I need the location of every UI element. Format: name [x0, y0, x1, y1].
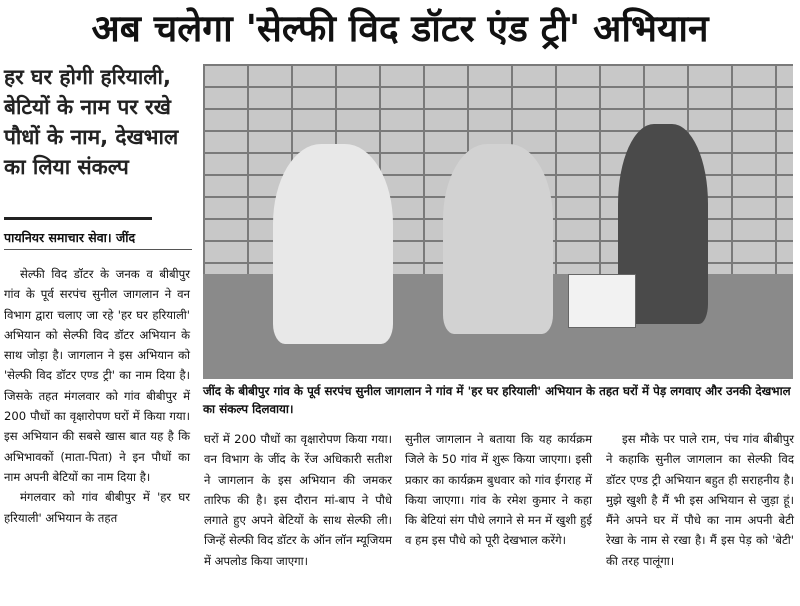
column-3-paragraph-1: सुनील जागलान ने बताया कि यह कार्यक्रम जिले के 50 गांव में शुरू किया जाएगा। इसी प्रकार का कार्यक्रम बुधवार को गांव ईगराह में किया जाएगा। गांव के रमेश कुमार ने कहा कि बेटियां संग पौधे लगाने से मन में खुशी हुई व हम इस पौधे को पूरी देखभाल करेंगे।: [405, 432, 592, 548]
dateline-rule: [4, 249, 192, 250]
subhead-rule: [4, 217, 152, 220]
news-photo: [203, 64, 793, 379]
dateline: पायनियर समाचार सेवा। जींद: [4, 230, 136, 245]
column-1-paragraph-2: मंगलवार को गांव बीबीपुर में 'हर घर हरियाली' अभियान के तहत: [4, 490, 190, 525]
subheadline: हर घर होगी हरियाली, बेटियों के नाम पर रखे पौधों के नाम, देखभाल का लिया संकल्प: [4, 65, 179, 179]
plant-name-signboard: [568, 274, 636, 328]
article-column-4: [606, 429, 794, 571]
column-2-paragraph-1: घरों में 200 पौधों का वृक्षारोपण किया गया। वन विभाग के जींद के रेंज अधिकारी सतीश ने जागलान के इस अभियान की जमकर तारिफ की है। इस दौरान मां-बाप ने पौधे लगाते हुए अपने बेटियों के साथ सेल्फी ली। जिन्हें सेल्फी विद डॉटर के ऑन लॉन म्यूजियम में अपलोड किया जाएगा।: [204, 432, 392, 568]
article-column-3: [405, 429, 592, 551]
man-striped-shirt-figure: [443, 144, 553, 334]
article-column-2: [204, 429, 392, 571]
article-column-1: [4, 264, 190, 528]
column-1-paragraph-1: सेल्फी विद डॉटर के जनक व बीबीपुर गांव के पूर्व सरपंच सुनील जागलान ने वन विभाग द्वारा चलाए जा रहे 'हर घर हरियाली' अभियान को सेल्फी विद डॉटर अभियान के साथ जोड़ा है। जागलान ने इस अभियान को 'सेल्फी विद डॉटर एण्ड ट्री' का नाम दिया है। जिसके तहत मंगलवार को गांव बीबीपुर में 200 पौधों का वृक्षारोपण घरों में किया गया। इस अभियान की सबसे खास बात यह है कि अभिभावकों (माता-पिता) ने इन पौधों का नाम अपनी बेटियों का नाम दिया है।: [4, 267, 190, 484]
column-4-paragraph-1: इस मौके पर पाले राम, पंच गांव बीबीपुर ने कहाकि सुनील जागलान का सेल्फी विद डॉटर एण्ड ट्री अभियान बहुत ही सराहनीय है। मुझे खुशी है मैं भी इस अभियान से जुड़ा हूं। मैंने अपने घर में पौधे का नाम अपनी बेटी रेखा के नाम से रखा है। मैं इस पेड़ को 'बेटी' की तरह पालूंगा।: [606, 432, 794, 568]
man-white-shirt-figure: [273, 144, 393, 344]
headline: अब चलेगा 'सेल्फी विद डॉटर एंड ट्री' अभियान: [91, 7, 709, 50]
photo-caption: जींद के बीबीपुर गांव के पूर्व सरपंच सुनील जागलान ने गांव में 'हर घर हरियाली' अभियान के तहत घरों में पेड़ लगवाए और उनकी देखभाल का संकल्प दिलवाया।: [203, 384, 791, 416]
